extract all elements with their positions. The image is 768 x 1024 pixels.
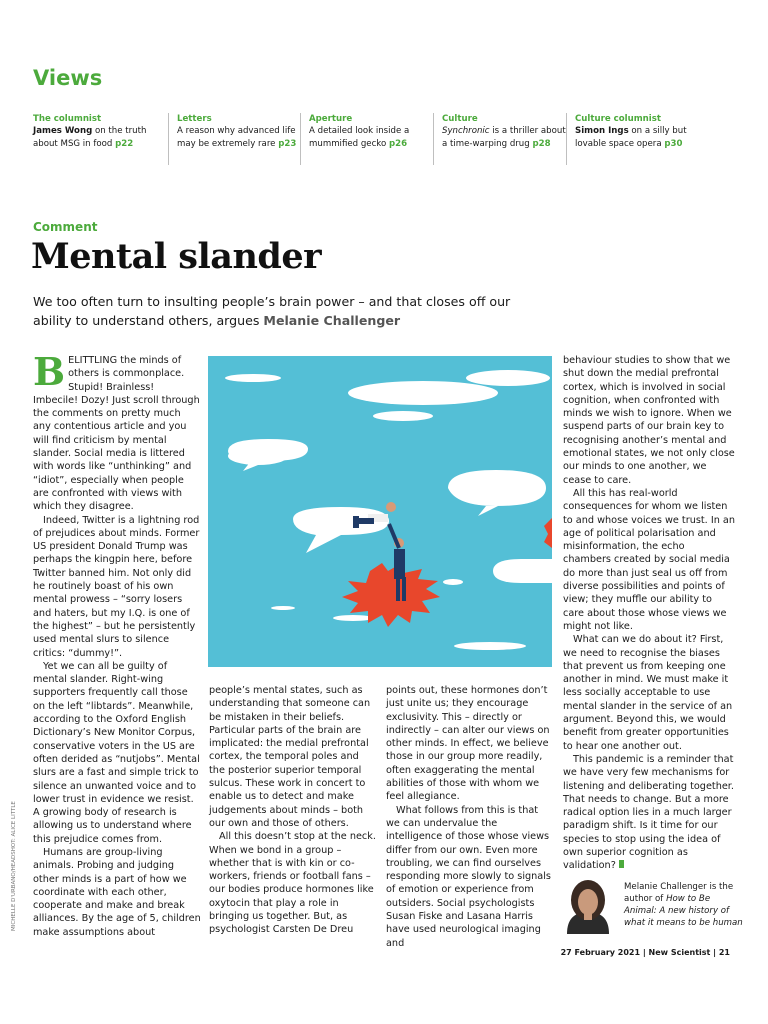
paragraph: Indeed, Twitter is a lightning rod of prejudices about minds. Former US president Donald Trump was perhaps the kingpin here, before Twitter banned him. Not only did he routinely boast of his own mental prowess – “sorry losers and haters, but my I.Q. is one of the highest” – but he persistently used mental slurs to silence critics: “dummy!”. [33,514,200,659]
end-mark-icon [619,860,624,868]
article-standfirst [33,292,513,330]
drop-cap: B [33,349,66,394]
author-headshot [559,876,617,934]
teaser-category: Culture columnist [575,114,661,124]
teaser-letters[interactable] [168,113,303,165]
teaser-page: p23 [278,138,297,149]
teaser-category: The columnist [33,114,102,124]
teaser-lead: Simon Ings [575,126,629,137]
teaser-category: Aperture [309,114,353,124]
teaser-strip [33,113,735,165]
article-column-1 [33,349,201,939]
teaser-text: on a silly but lovable space opera [575,126,687,149]
teaser-page: p22 [115,138,134,149]
teaser-page: p26 [388,138,408,149]
article-headline: Mental slander [31,236,322,277]
section-title: Views [33,66,103,90]
paragraph-text: ELITTLING the minds of others is commonplace. Stupid! Brainless! Imbecile! Dozy! Just scroll through the comments on pretty much any contentious article and you will find criticism by mental slander. Social media is littered with words like “unthinking” and “idiot”, especially when people are confronted with views with which they disagree. [33,355,200,513]
article-column-3 [386,684,554,950]
teaser-category: Culture [442,114,478,124]
teaser-culture-columnist[interactable] [566,113,701,165]
paragraph: What can we do about it? First, we need to recognise the biases that prevent us from keeping one another in mind. We must make it less socially acceptable to use mental slander in the service of an argument. Beyond this, we would benefit from greater opportunities to hear one another out. [563,634,733,752]
paragraph [563,753,735,873]
author-name: Melanie Challenger [263,313,401,328]
paragraph: All this doesn’t stop at the neck. When we bond in a group – whether that is with kin or co-workers, friends or football fans – our bodies produce hormones like oxytocin that play a role in bringing us together. But, as psychologist Carsten De Dreu [209,831,376,936]
paragraph: Humans are group-living animals. Probing and judging other minds is a part of how we coordinate with each other, cooperate and make and break alliances. By the age of 5, children make assumptions about [33,846,201,938]
teaser-page: p28 [532,138,551,149]
teaser-aperture[interactable] [300,113,435,165]
teaser-lead: James Wong [33,126,93,137]
page-footer: 27 February 2021 | New Scientist | 21 [560,948,730,957]
teaser-columnist[interactable] [33,113,159,165]
paragraph: A growing body of research is allowing us to understand where this prejudice comes from. [33,807,192,845]
article-column-2 [209,684,377,937]
teaser-text: on the truth about MSG in food [33,126,147,149]
paragraph: people’s mental states, such as understanding that someone can be mistaken in their beliefs. Particular parts of the brain are implicated: the medial prefrontal cortex, the temporal poles and the posterior superior temporal sulcus. These work in concert to enable us to detect and make judgements about minds – both our own and those of others. [209,685,371,829]
paragraph: All this has real-world consequences for whom we listen to and whose voices we trust. In an age of political polarisation and misinformation, the echo chambers created by social media do more than just seal us off from diverse possibilities and points of view; they muffle our ability to care about those whose views we might not like. [563,487,735,632]
article-column-4 [563,354,735,873]
article-illustration [208,356,552,667]
photo-credit: MICHELLE D'URBANO/HEADSHOT: ALICE LITTLE [11,801,17,931]
teaser-text: is a thriller about a time-warping drug [442,126,566,149]
standfirst-text: We too often turn to insulting people’s brain power – and that closes off our ability to understand others, argues [33,294,511,328]
bio-book-title: How to Be Animal: A new history of what it means to be human [624,894,743,928]
teaser-page: p30 [664,138,683,149]
paragraph: behaviour studies to show that we shut down the medial prefrontal cortex, which is involved in social cognition, when confronted with minds we wish to ignore. When we suspend parts of our brain key to recognising another’s mental and emotional states, we not only close our minds to one another, we cease to care. [563,355,735,486]
paragraph: Yet we can all be guilty of mental slander. Right-wing supporters frequently call those on the left “libtards”. Meanwhile, according to the Oxford English Dictionary’s New Monitor Corpus, conservative voters in the US are often derided as “nutjobs”. Mental slurs are a fast and simple trick to silence an unwanted voice and to lower trust in evidence we resist. [33,660,200,805]
bio-prefix: Melanie Challenger is the author of [624,882,734,904]
paragraph: points out, these hormones don’t just unite us; they encourage exclusivity. This – directly or indirectly – can alter our views on other minds. In effect, we believe those in our group more readily, often exaggerating the mental abilities of those with whom we feel allegiance. [386,685,550,803]
article-kicker: Comment [33,220,98,234]
teaser-category: Letters [177,114,212,124]
author-bio [624,881,744,929]
paragraph-text: This pandemic is a reminder that we have very few mechanisms for listening and deliberating together. That needs to change. But a more radical option lies in a much larger paradigm shift. Is it time for our species to stop using the idea of own superior cognition as validation? [563,753,734,872]
teaser-italic-title: Synchronic [442,126,490,137]
paragraph [33,349,201,514]
teaser-text: A detailed look inside a mummified gecko [309,126,410,149]
teaser-culture[interactable] [433,113,568,165]
teaser-text: A reason why advanced life may be extremely rare [177,126,296,149]
paragraph: What follows from this is that we can undervalue the intelligence of those whose views differ from our own. Even more troubling, we can find ourselves responding more slowly to signals of emotion or experience from outsiders. Social psychologists Susan Fiske and Lasana Harris have used neurological imaging and [386,804,551,949]
